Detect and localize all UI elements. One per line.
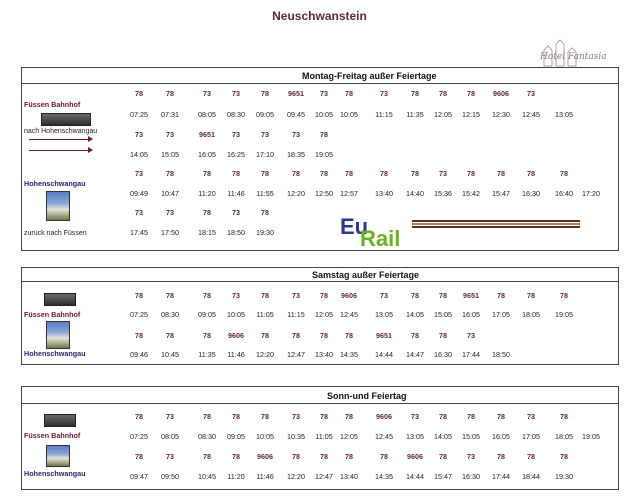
departure-time: 14:40: [406, 189, 424, 198]
departure-time: 12:05: [340, 432, 358, 441]
bus-line-number: 9651: [199, 130, 215, 139]
castle-photo: [46, 321, 70, 349]
bus-photo: [44, 293, 76, 306]
bus-line-number: 78: [261, 89, 269, 98]
departure-time: 13:05: [375, 310, 393, 319]
departure-time: 15:47: [434, 472, 452, 481]
bus-line-number: 78: [560, 412, 568, 421]
bus-line-number: 78: [439, 412, 447, 421]
departure-time: 19:30: [555, 472, 573, 481]
sunday-heading: Sonn-und Feiertag: [327, 391, 407, 401]
departure-time: 18:35: [287, 150, 305, 159]
departure-time: 12:15: [462, 110, 480, 119]
bus-line-number: 78: [135, 412, 143, 421]
departure-time: 14:05: [406, 310, 424, 319]
label-fussen-bahnhof: Füssen Bahnhof: [24, 431, 81, 440]
bus-line-number: 78: [345, 169, 353, 178]
departure-time: 12:57: [340, 189, 358, 198]
bus-line-number: 78: [203, 452, 211, 461]
bus-line-number: 78: [380, 169, 388, 178]
departure-time: 09:05: [256, 110, 274, 119]
departure-time: 14:44: [375, 350, 393, 359]
bus-line-number: 73: [527, 412, 535, 421]
departure-time: 15:36: [434, 189, 452, 198]
bus-line-number: 73: [292, 291, 300, 300]
bus-line-number: 78: [527, 452, 535, 461]
bus-line-number: 78: [411, 169, 419, 178]
arrow-right-icon: [29, 150, 91, 151]
eurail-logo-rail: Rail: [360, 226, 401, 251]
bus-line-number: 73: [467, 331, 475, 340]
bus-line-number: 9651: [376, 331, 392, 340]
departure-time: 11:20: [198, 189, 216, 198]
departure-time: 12:45: [522, 110, 540, 119]
bus-line-number: 73: [292, 412, 300, 421]
bus-line-number: 73: [232, 208, 240, 217]
departure-time: 12:50: [315, 189, 333, 198]
bus-line-number: 78: [320, 130, 328, 139]
eurail-stripe: [412, 226, 580, 228]
castle-photo: [46, 445, 70, 467]
bus-line-number: 73: [292, 130, 300, 139]
label-hohenschwangau: Hohenschwangau: [24, 349, 86, 358]
departure-time: 18:44: [522, 472, 540, 481]
departure-time: 11:46: [227, 189, 245, 198]
label-fussen-bahnhof: Füssen Bahnhof: [24, 100, 81, 109]
departure-time: 19:05: [555, 310, 573, 319]
bus-line-number: 78: [261, 208, 269, 217]
departure-time: 07:25: [130, 110, 148, 119]
departure-time: 09:47: [130, 472, 148, 481]
eurail-logo-eu: Eu: [340, 214, 369, 239]
departure-time: 19:05: [582, 432, 600, 441]
bus-line-number: 78: [467, 89, 475, 98]
bus-line-number: 9606: [407, 452, 423, 461]
bus-line-number: 78: [560, 291, 568, 300]
departure-time: 15:42: [462, 189, 480, 198]
label-hohenschwangau: Hohenschwangau: [24, 469, 86, 478]
departure-time: 10:45: [161, 350, 179, 359]
departure-time: 09:50: [161, 472, 179, 481]
bus-line-number: 78: [527, 169, 535, 178]
page-title: Neuschwanstein: [272, 9, 367, 23]
bus-photo: [44, 414, 76, 427]
departure-time: 12:05: [315, 310, 333, 319]
departure-time: 07:31: [161, 110, 179, 119]
bus-line-number: 78: [292, 169, 300, 178]
departure-time: 16:05: [198, 150, 216, 159]
eurail-logo: [340, 212, 590, 256]
bus-line-number: 78: [560, 452, 568, 461]
bus-line-number: 73: [135, 208, 143, 217]
bus-line-number: 78: [232, 169, 240, 178]
bus-photo: [41, 113, 91, 126]
bus-line-number: 78: [497, 452, 505, 461]
departure-time: 14:35: [340, 350, 358, 359]
castle-photo: [46, 191, 70, 221]
eurail-stripe: [412, 223, 580, 225]
departure-time: 07:25: [130, 432, 148, 441]
departure-time: 12:20: [256, 350, 274, 359]
bus-line-number: 9606: [376, 412, 392, 421]
departure-time: 12:45: [375, 432, 393, 441]
bus-line-number: 73: [166, 452, 174, 461]
departure-time: 07:25: [130, 310, 148, 319]
departure-time: 09:46: [130, 350, 148, 359]
bus-line-number: 78: [203, 331, 211, 340]
saturday-heading: Samstag außer Feiertage: [312, 270, 420, 280]
departure-time: 12:05: [434, 110, 452, 119]
bus-line-number: 73: [232, 89, 240, 98]
departure-time: 12:30: [492, 110, 510, 119]
departure-time: 16:30: [434, 350, 452, 359]
eurail-stripe: [412, 220, 580, 222]
bus-line-number: 78: [166, 331, 174, 340]
bus-line-number: 78: [320, 452, 328, 461]
departure-time: 13:05: [555, 110, 573, 119]
departure-time: 10:05: [340, 110, 358, 119]
departure-time: 19:05: [315, 150, 333, 159]
departure-time: 14:47: [406, 350, 424, 359]
bus-line-number: 78: [135, 291, 143, 300]
bus-line-number: 78: [467, 412, 475, 421]
bus-line-number: 78: [261, 291, 269, 300]
bus-line-number: 78: [320, 291, 328, 300]
bus-line-number: 78: [203, 291, 211, 300]
bus-line-number: 78: [203, 412, 211, 421]
bus-line-number: 78: [320, 169, 328, 178]
departure-time: 11:15: [375, 110, 393, 119]
bus-line-number: 78: [411, 89, 419, 98]
hotel-logo-text: Hotel Fantasia: [540, 52, 607, 62]
bus-line-number: 9606: [228, 331, 244, 340]
departure-time: 08:30: [227, 110, 245, 119]
bus-line-number: 73: [166, 208, 174, 217]
saturday-panel: [21, 267, 619, 365]
bus-line-number: 78: [439, 89, 447, 98]
label-to-hohenschwangau: nach Hohenschwangau: [24, 128, 98, 135]
departure-time: 16:30: [522, 189, 540, 198]
bus-line-number: 78: [380, 452, 388, 461]
bus-line-number: 78: [439, 452, 447, 461]
departure-time: 11:05: [315, 432, 333, 441]
bus-line-number: 9606: [493, 89, 509, 98]
departure-time: 09:45: [287, 110, 305, 119]
departure-time: 12:20: [287, 472, 305, 481]
bus-line-number: 73: [467, 452, 475, 461]
departure-time: 08:30: [198, 432, 216, 441]
departure-time: 08:30: [161, 310, 179, 319]
departure-time: 15:05: [462, 432, 480, 441]
departure-time: 16:25: [227, 150, 245, 159]
departure-time: 16:30: [462, 472, 480, 481]
arrow-right-icon: [29, 139, 91, 140]
departure-time: 13:40: [375, 189, 393, 198]
bus-line-number: 78: [439, 291, 447, 300]
departure-time: 18:50: [492, 350, 510, 359]
bus-line-number: 78: [135, 452, 143, 461]
bus-line-number: 73: [261, 130, 269, 139]
bus-line-number: 78: [320, 331, 328, 340]
departure-time: 11:20: [227, 472, 245, 481]
departure-time: 15:05: [161, 150, 179, 159]
departure-time: 18:50: [227, 228, 245, 237]
departure-time: 16:40: [555, 189, 573, 198]
bus-line-number: 78: [166, 89, 174, 98]
bus-line-number: 78: [411, 291, 419, 300]
departure-time: 15:05: [434, 310, 452, 319]
bus-line-number: 78: [411, 331, 419, 340]
bus-line-number: 78: [560, 169, 568, 178]
departure-time: 13:40: [340, 472, 358, 481]
bus-line-number: 78: [345, 412, 353, 421]
departure-time: 08:05: [198, 110, 216, 119]
label-hohenschwangau: Hohenschwangau: [24, 179, 86, 188]
bus-line-number: 9606: [257, 452, 273, 461]
departure-time: 12:47: [287, 350, 305, 359]
departure-time: 18:15: [198, 228, 216, 237]
bus-line-number: 73: [203, 89, 211, 98]
departure-time: 17:05: [522, 432, 540, 441]
departure-time: 15:47: [492, 189, 510, 198]
departure-time: 09:05: [227, 432, 245, 441]
departure-time: 13:40: [315, 350, 333, 359]
label-fussen-bahnhof: Füssen Bahnhof: [24, 310, 81, 319]
departure-time: 18:05: [555, 432, 573, 441]
departure-time: 10:05: [227, 310, 245, 319]
weekday-heading: Montag-Freitag außer Feiertage: [302, 71, 437, 81]
bus-line-number: 78: [166, 169, 174, 178]
bus-line-number: 73: [527, 89, 535, 98]
departure-time: 19:30: [256, 228, 274, 237]
departure-time: 10:45: [198, 472, 216, 481]
departure-time: 17:44: [492, 472, 510, 481]
bus-line-number: 73: [380, 89, 388, 98]
departure-time: 17:20: [582, 189, 600, 198]
bus-line-number: 78: [135, 331, 143, 340]
departure-time: 10:35: [287, 432, 305, 441]
bus-line-number: 73: [135, 130, 143, 139]
departure-time: 11:15: [287, 310, 305, 319]
departure-time: 11:55: [256, 189, 274, 198]
bus-line-number: 78: [261, 331, 269, 340]
departure-time: 11:05: [256, 310, 274, 319]
departure-time: 12:20: [287, 189, 305, 198]
bus-line-number: 9651: [463, 291, 479, 300]
bus-line-number: 78: [345, 89, 353, 98]
bus-line-number: 73: [411, 412, 419, 421]
departure-time: 11:46: [227, 350, 245, 359]
departure-time: 11:35: [406, 110, 424, 119]
bus-line-number: 78: [135, 89, 143, 98]
bus-line-number: 73: [439, 169, 447, 178]
departure-time: 18:05: [522, 310, 540, 319]
departure-time: 16:05: [462, 310, 480, 319]
departure-time: 14:35: [375, 472, 393, 481]
departure-time: 17:44: [462, 350, 480, 359]
bus-line-number: 78: [232, 412, 240, 421]
departure-time: 14:05: [130, 150, 148, 159]
bus-line-number: 73: [166, 412, 174, 421]
bus-line-number: 78: [467, 169, 475, 178]
departure-time: 09:05: [198, 310, 216, 319]
departure-time: 12:45: [340, 310, 358, 319]
bus-line-number: 78: [497, 169, 505, 178]
departure-time: 13:05: [406, 432, 424, 441]
departure-time: 10:47: [161, 189, 179, 198]
bus-line-number: 78: [497, 412, 505, 421]
bus-line-number: 73: [232, 291, 240, 300]
bus-line-number: 78: [203, 208, 211, 217]
departure-time: 17:05: [492, 310, 510, 319]
bus-line-number: 9606: [341, 291, 357, 300]
departure-time: 12:47: [315, 472, 333, 481]
bus-line-number: 73: [135, 169, 143, 178]
departure-time: 17:10: [256, 150, 274, 159]
bus-line-number: 78: [527, 291, 535, 300]
bus-line-number: 73: [232, 130, 240, 139]
departure-time: 14:05: [434, 432, 452, 441]
bus-line-number: 78: [292, 331, 300, 340]
departure-time: 14:44: [406, 472, 424, 481]
departure-time: 09:49: [130, 189, 148, 198]
departure-time: 10:05: [315, 110, 333, 119]
bus-line-number: 78: [345, 452, 353, 461]
bus-line-number: 73: [166, 130, 174, 139]
bus-line-number: 9651: [288, 89, 304, 98]
bus-line-number: 78: [166, 291, 174, 300]
departure-time: 11:46: [256, 472, 274, 481]
departure-time: 16:05: [492, 432, 510, 441]
bus-line-number: 73: [320, 89, 328, 98]
label-back-to-fussen: zurück nach Füssen: [24, 230, 87, 237]
departure-time: 08:05: [161, 432, 179, 441]
bus-line-number: 78: [345, 331, 353, 340]
bus-line-number: 78: [203, 169, 211, 178]
sunday-panel: [21, 386, 619, 490]
bus-line-number: 78: [261, 412, 269, 421]
bus-line-number: 78: [292, 452, 300, 461]
bus-line-number: 78: [497, 291, 505, 300]
departure-time: 17:45: [130, 228, 148, 237]
departure-time: 10:05: [256, 432, 274, 441]
bus-line-number: 78: [320, 412, 328, 421]
departure-time: 17:50: [161, 228, 179, 237]
departure-time: 11:35: [198, 350, 216, 359]
bus-line-number: 73: [380, 291, 388, 300]
bus-line-number: 78: [232, 452, 240, 461]
bus-line-number: 78: [261, 169, 269, 178]
bus-line-number: 78: [439, 331, 447, 340]
